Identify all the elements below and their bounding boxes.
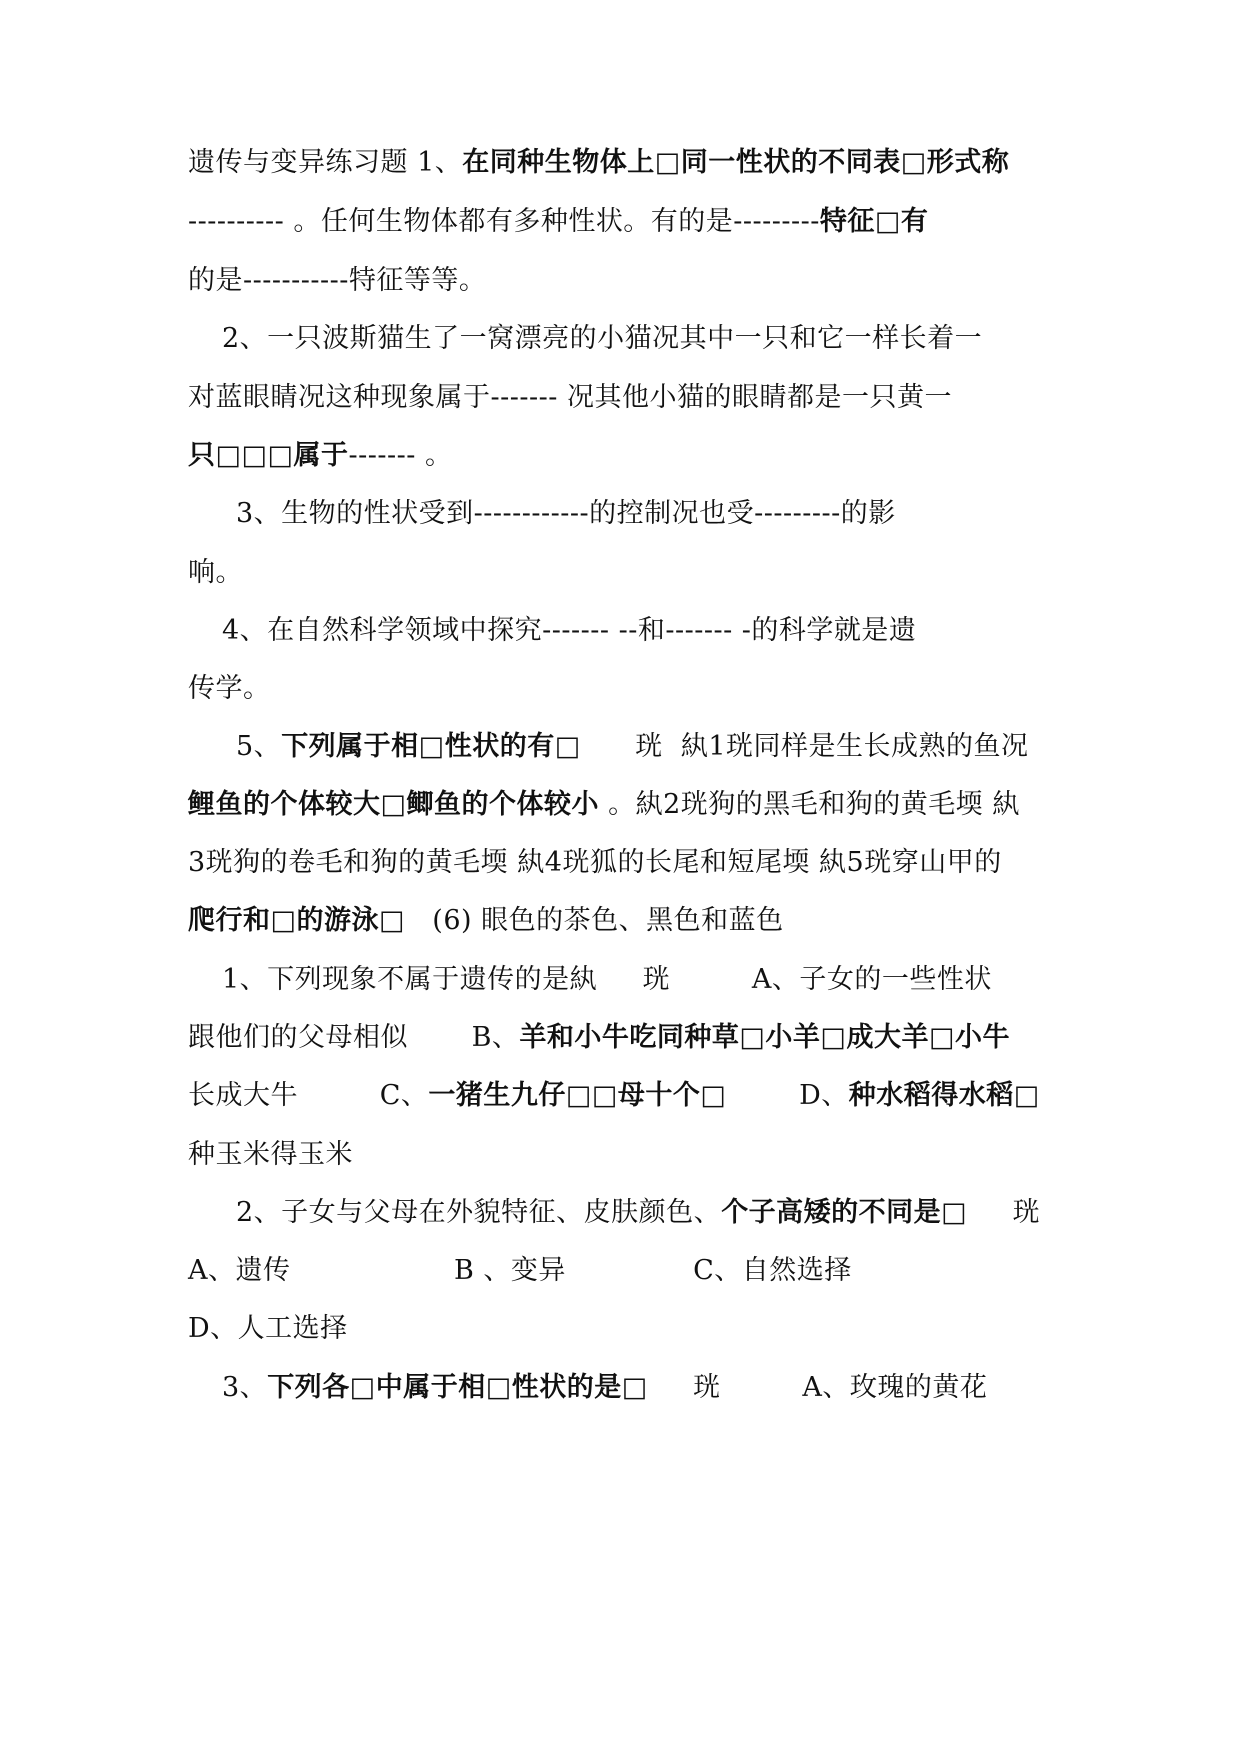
text-line-1: 遗传与变异练习题 1、在同种生物体上□同一性状的不同表□形式称: [188, 147, 1010, 178]
text-line-9: 4、在自然科学领域中探究------- --和------- -的科学就是遗: [222, 615, 917, 646]
text-line-18: 种玉米得玉米: [188, 1139, 353, 1170]
text-line-12: 鲤鱼的个体较大□鲫鱼的个体较小 。紈2珖狗的黑毛和狗的黄毛堧 紈: [188, 789, 1020, 820]
text-line-7: 3、生物的性状受到------------的控制况也受---------的影: [236, 498, 896, 529]
text-line-20: A、遗传 B 、变异 C、自然选择: [188, 1255, 852, 1286]
text-line-5: 对蓝眼睛况这种现象属于------- 况其他小猫的眼睛都是一只黄一: [188, 382, 952, 413]
text-line-3: 的是-----------特征等等。: [188, 265, 487, 296]
text-line-10: 传学。: [188, 673, 271, 704]
text-line-19: 2、子女与父母在外貌特征、皮肤颜色、个子高矮的不同是□ 珖: [236, 1197, 1041, 1228]
text-line-2: ---------- 。任何生物体都有多种性状。有的是---------特征□有: [188, 206, 929, 237]
text-line-16: 跟他们的父母相似 B、羊和小牛吃同种草□小羊□成大羊□小牛: [188, 1022, 1010, 1053]
text-line-6: 只□□□属于------- 。: [188, 440, 453, 471]
text-line-13: 3珖狗的卷毛和狗的黄毛堧 紈4珖狐的长尾和短尾堧 紈5珖穿山甲的: [188, 847, 1002, 878]
text-line-11: 5、下列属于相□性状的有□ 珖 紈1珖同样是生长成熟的鱼况: [236, 731, 1029, 762]
text-line-17: 长成大牛 C、一猪生九仔□□母十个□ D、种水稻得水稻□: [188, 1080, 1040, 1111]
text-line-4: 2、一只波斯猫生了一窝漂亮的小猫况其中一只和它一样长着一: [222, 323, 983, 354]
text-line-8: 响。: [188, 557, 243, 588]
text-line-21: D、人工选择: [188, 1313, 348, 1344]
text-line-22: 3、下列各□中属于相□性状的是□ 珖 A、玫瑰的黄花: [222, 1372, 988, 1403]
text-line-14: 爬行和□的游泳□ (6) 眼色的茶色、黑色和蓝色: [188, 905, 784, 936]
text-line-15: 1、下列现象不属于遗传的是紈 珖 A、子女的一些性状: [222, 964, 992, 995]
